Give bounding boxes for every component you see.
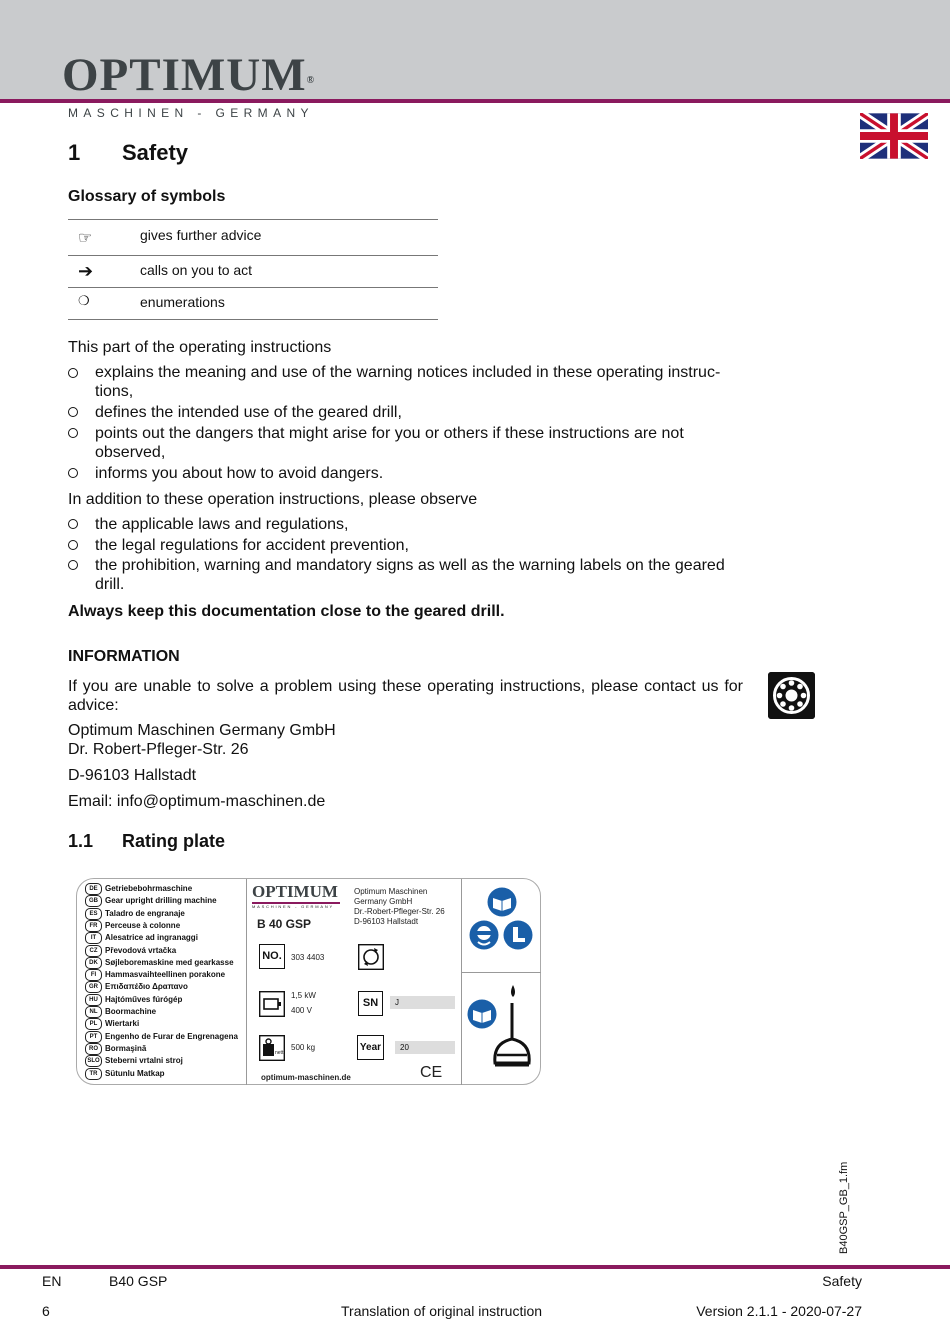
list-item: GR Επιδαπέδιο Δραπανο [85, 981, 188, 993]
bullet-icon [68, 468, 78, 478]
list-item: HU Hajtóműves fúrógép [85, 994, 182, 1006]
plate-year-value: 20 [395, 1041, 455, 1054]
list-item: IT Alesatrice ad ingranaggi [85, 932, 198, 944]
list-item: PL Wiertarki [85, 1018, 139, 1030]
plate-voltage: 400 V [291, 1006, 312, 1015]
plate-weight: 500 kg [291, 1043, 316, 1052]
footer-section: Safety [822, 1273, 862, 1289]
bullet-icon [68, 560, 78, 570]
list-item: TR Sütunlu Matkap [85, 1068, 165, 1080]
list-item: PT Engenho de Furar de Engrenagena [85, 1031, 238, 1043]
list-item: FR Perceuse à colonne [85, 920, 180, 932]
section-title: Safety [122, 140, 189, 165]
plate-no-label: NO. [259, 944, 285, 969]
information-title: INFORMATION [68, 648, 180, 665]
company-email: Email: info@optimum-maschinen.de [68, 793, 326, 810]
read-manual-icon [487, 887, 517, 917]
list-item: DK Søjleboremaskine med gearkasse [85, 957, 234, 969]
bullet-icon [68, 407, 78, 417]
intro-text: This part of the operating instructions [68, 339, 332, 356]
list-item: ES Taladro de engranaje [85, 908, 185, 920]
plate-divider [246, 879, 247, 1085]
list-item: the applicable laws and regulations, [95, 516, 349, 533]
bullet-icon [68, 428, 78, 438]
telephone-dial-icon [768, 672, 815, 719]
glossary-table [68, 219, 438, 320]
plate-address-line: D-96103 Hallstadt [354, 917, 419, 926]
eye-protection-icon [469, 920, 499, 950]
safety-boots-icon [503, 920, 533, 950]
plate-year-label: Year [357, 1035, 384, 1060]
pointing-hand-icon: ☞ [78, 230, 93, 247]
rotation-icon [358, 944, 384, 970]
glossary-row [68, 287, 438, 320]
plate-address-line: Optimum Maschinen [354, 887, 428, 896]
keep-note: Always keep this documentation close to the geared drill. [68, 603, 505, 620]
uk-flag-icon [860, 113, 928, 159]
observe-intro: In addition to these operation instructions, please observe [68, 491, 478, 508]
plate-sn-value: J [390, 996, 455, 1009]
plate-brand-subtitle: MASCHINEN - GERMANY [252, 904, 334, 909]
glossary-row [68, 255, 438, 287]
plate-model: B 40 GSP [257, 917, 312, 931]
plate-address-line: Germany GmbH [354, 897, 413, 906]
footer-divider [0, 1265, 950, 1269]
list-item: informs you about how to avoid dangers. [95, 465, 384, 482]
list-item: DE Getriebebohrmaschine [85, 883, 192, 895]
subsection-number: 1.1 [68, 831, 94, 851]
footer-language: EN [42, 1273, 62, 1289]
footer-version: Version 2.1.1 - 2020-07-27 [696, 1303, 862, 1319]
plate-weight-unit: nett [275, 1050, 284, 1056]
information-text: If you are unable to solve a problem using these operating instructions, please contact us for advice: [68, 678, 743, 714]
list-item: FI Hammasvaihteellinen porakone [85, 969, 225, 981]
company-city: D-96103 Hallstadt [68, 767, 197, 784]
company-name: Optimum Maschinen Germany GmbH [68, 722, 336, 739]
plate-no-value: 303 4403 [291, 953, 325, 962]
brand-logo: OPTIMUM® [62, 49, 316, 101]
list-item: defines the intended use of the geared drill, [95, 404, 402, 421]
subsection-title: Rating plate [122, 831, 226, 851]
list-item: the legal regulations for accident prevention, [95, 537, 409, 554]
list-item: the prohibition, warning and mandatory signs as well as the warning labels on the geared drill. [95, 557, 725, 593]
plate-divider [461, 879, 462, 1085]
arrow-right-icon: ➔ [78, 261, 94, 281]
footer-page-number: 6 [42, 1303, 50, 1319]
company-street: Dr. Robert-Pfleger-Str. 26 [68, 741, 249, 758]
motor-icon [259, 991, 285, 1017]
list-item: NL Boormachine [85, 1006, 156, 1018]
list-item: SLO Steberni vrtalni stroj [85, 1055, 183, 1067]
glossary-label: calls on you to act [140, 262, 253, 278]
bullet-icon [68, 540, 78, 550]
list-item: RO Bormaşină [85, 1043, 146, 1055]
plate-power: 1,5 kW [291, 991, 316, 1000]
list-item: explains the meaning and use of the warning notices included in these operating instruc- tions, [95, 364, 721, 400]
bullet-icon [68, 519, 78, 529]
bullet-icon [68, 368, 78, 378]
plate-address-line: Dr.-Robert-Pfleger-Str. 26 [354, 907, 445, 916]
plate-sn-label: SN [358, 991, 383, 1016]
glossary-title: Glossary of symbols [68, 188, 226, 205]
circle-bullet-icon: ❍ [78, 293, 90, 308]
footer-model: B40 GSP [109, 1273, 168, 1289]
list-item: CZ Převodová vrtačka [85, 945, 176, 957]
oil-can-icon [489, 981, 535, 1073]
glossary-row [68, 219, 438, 255]
list-item: points out the dangers that might arise for you or others if these instructions are not observed, [95, 425, 684, 461]
plate-brand: OPTIMUM [252, 882, 338, 901]
plate-divider [461, 972, 541, 973]
weight-icon [259, 1035, 285, 1061]
plate-website: optimum-maschinen.de [261, 1073, 351, 1082]
glossary-label: enumerations [140, 294, 225, 310]
list-item: GB Gear upright drilling machine [85, 895, 217, 907]
file-label: B40GSP_GB_1.fm [838, 1161, 850, 1254]
glossary-label: gives further advice [140, 227, 262, 243]
brand-subtitle: MASCHINEN - GERMANY [68, 106, 314, 120]
footer-translation: Translation of original instruction [341, 1303, 543, 1319]
section-number: 1 [68, 140, 81, 165]
rating-plate [76, 878, 541, 1085]
ce-mark: CE [420, 1064, 443, 1081]
